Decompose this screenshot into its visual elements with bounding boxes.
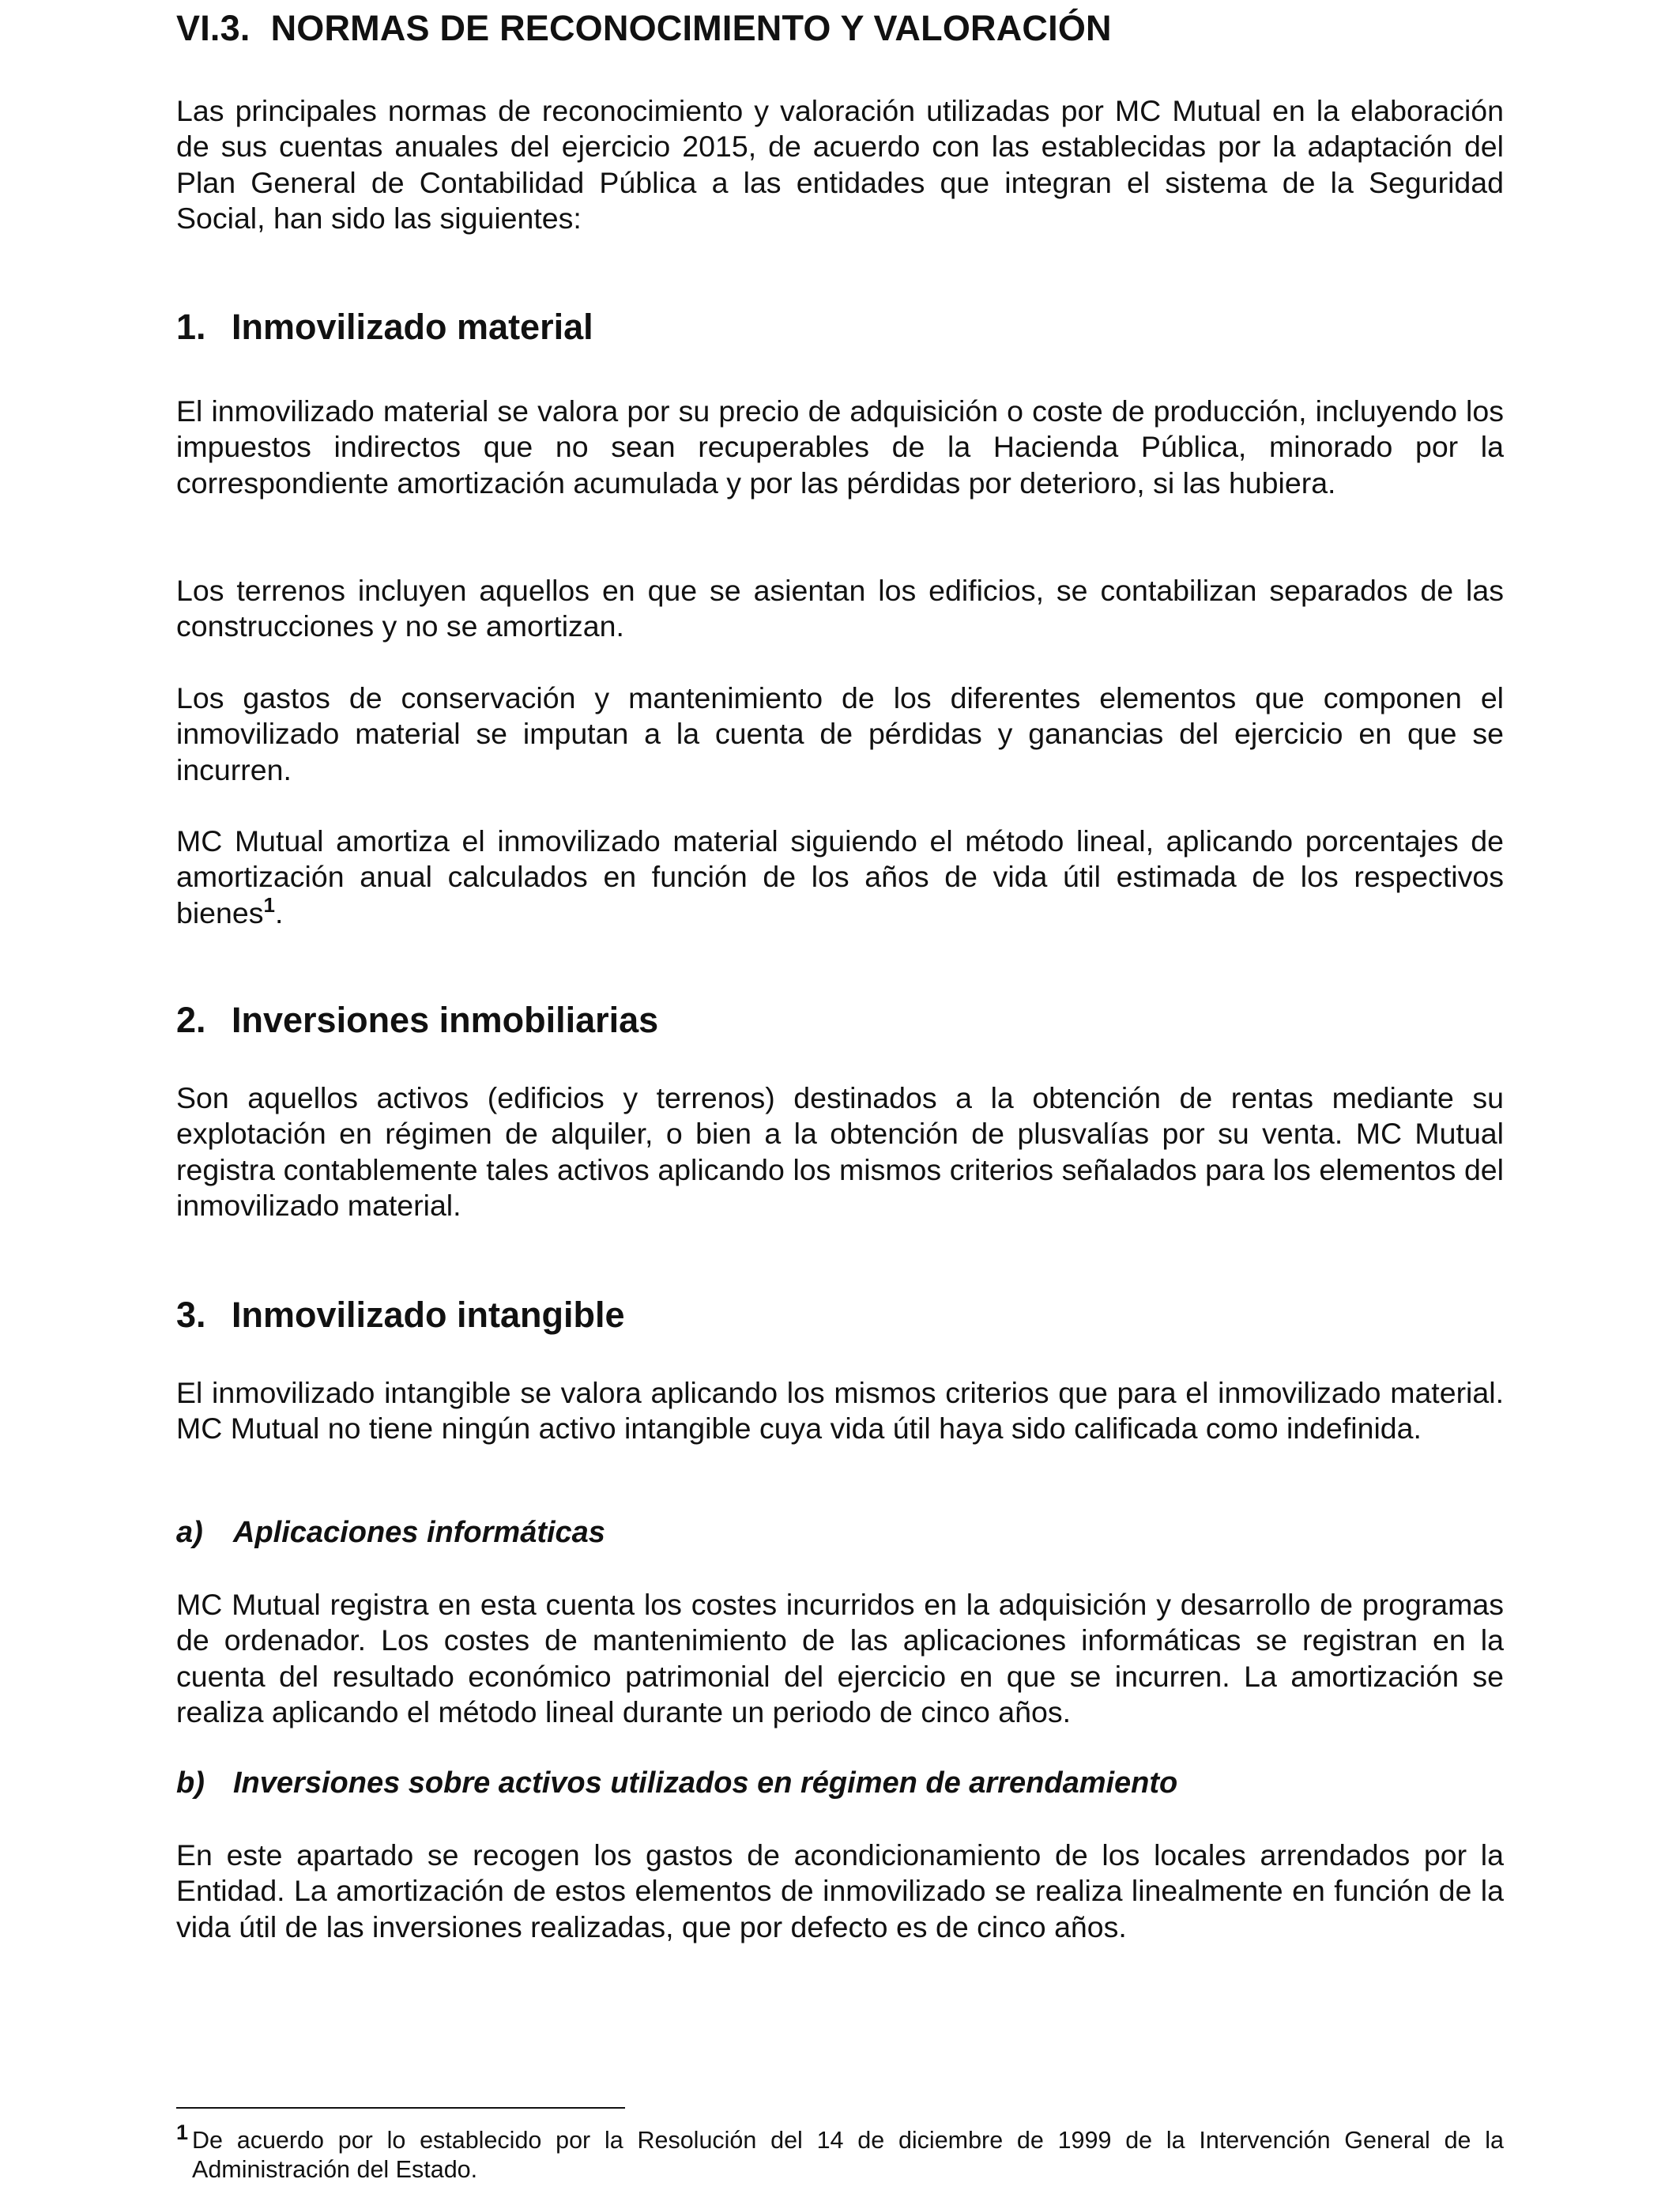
section-number: 2.	[176, 1000, 206, 1040]
footnote-text: De acuerdo por lo establecido por la Resolución del 14 de diciembre de 1999 de la Intervención General de la Administración del Estado.	[192, 2127, 1504, 2183]
paragraph: Los gastos de conservación y mantenimiento de los diferentes elementos que componen el inmovilizado material se imputan a la cuenta de pérdidas y ganancias del ejercicio en que se incurren.	[176, 681, 1504, 786]
paragraph: MC Mutual registra en esta cuenta los costes incurridos en la adquisición y desarrollo de programas de ordenador. Los costes de mantenimiento de las aplicaciones informáticas se registran en la cuenta del resultado económico patrimonial del ejercicio en que se incurren. La amortización se realiza aplicando el método lineal durante un periodo de cinco años.	[176, 1588, 1504, 1729]
section-number: 3.	[176, 1295, 206, 1335]
subsection-heading-aplicaciones-informaticas	[176, 1516, 605, 1550]
subsection-letter: b)	[176, 1766, 205, 1800]
subsection-heading-inversiones-arrendamiento	[176, 1766, 1177, 1800]
section-title: Inmovilizado material	[232, 307, 593, 347]
page-title	[176, 8, 1112, 49]
paragraph-with-footnote	[176, 824, 1504, 931]
section-number: 1.	[176, 307, 206, 347]
paragraph-text: MC Mutual amortiza el inmovilizado material siguiendo el método lineal, aplicando porcentajes de amortización anual calculados en función de los años de vida útil estimada de los respectivos bienes	[176, 824, 1504, 929]
subsection-title: Inversiones sobre activos utilizados en régimen de arrendamiento	[233, 1766, 1178, 1800]
footnote	[176, 2120, 1504, 2185]
footnote-mark: 1	[176, 2120, 189, 2144]
subsection-letter: a)	[176, 1516, 203, 1549]
section-title: Inmovilizado intangible	[232, 1295, 625, 1335]
subsection-title: Aplicaciones informáticas	[233, 1516, 605, 1549]
paragraph: El inmovilizado material se valora por su precio de adquisición o coste de producción, incluyendo los impuestos indirectos que no sean recuperables de la Hacienda Pública, minorado por la correspondiente amortización acumulada y por las pérdidas por deterioro, si las hubiera.	[176, 394, 1504, 499]
page-title-text: NORMAS DE RECONOCIMIENTO Y VALORACIÓN	[270, 8, 1112, 48]
paragraph: Los terrenos incluyen aquellos en que se asientan los edificios, se contabilizan separados de las construcciones y no se amortizan.	[176, 574, 1504, 643]
paragraph-trailing-period: .	[274, 895, 284, 929]
page-title-number: VI.3.	[176, 8, 250, 48]
section-heading-inversiones-inmobiliarias	[176, 1000, 658, 1041]
section-heading-inmovilizado-intangible	[176, 1295, 625, 1336]
section-title: Inversiones inmobiliarias	[232, 1000, 659, 1040]
footnote-divider	[176, 2107, 625, 2109]
paragraph: Son aquellos activos (edificios y terrenos) destinados a la obtención de rentas mediante su explotación en régimen de alquiler, o bien a la obtención de plusvalías por su venta. MC Mutual registra contablemente tales activos aplicando los mismos criterios señalados para los elementos del inmovilizado material.	[176, 1081, 1504, 1223]
paragraph: El inmovilizado intangible se valora aplicando los mismos criterios que para el inmovilizado material. MC Mutual no tiene ningún activo intangible cuya vida útil haya sido calificada como indefinida.	[176, 1376, 1504, 1446]
intro-paragraph: Las principales normas de reconocimiento y valoración utilizadas por MC Mutual en la elaboración de sus cuentas anuales del ejercicio 2015, de acuerdo con las establecidas por la adaptación del Plan General de Contabilidad Pública a las entidades que integran el sistema de la Seguridad Social, han sido las siguientes:	[176, 94, 1504, 236]
footnote-reference[interactable]: 1	[263, 892, 275, 917]
paragraph: En este apartado se recogen los gastos de acondicionamiento de los locales arrendados por la Entidad. La amortización de estos elementos de inmovilizado se realiza linealmente en función de la vida útil de las inversiones realizadas, que por defecto es de cinco años.	[176, 1838, 1504, 1943]
section-heading-inmovilizado-material	[176, 307, 593, 348]
